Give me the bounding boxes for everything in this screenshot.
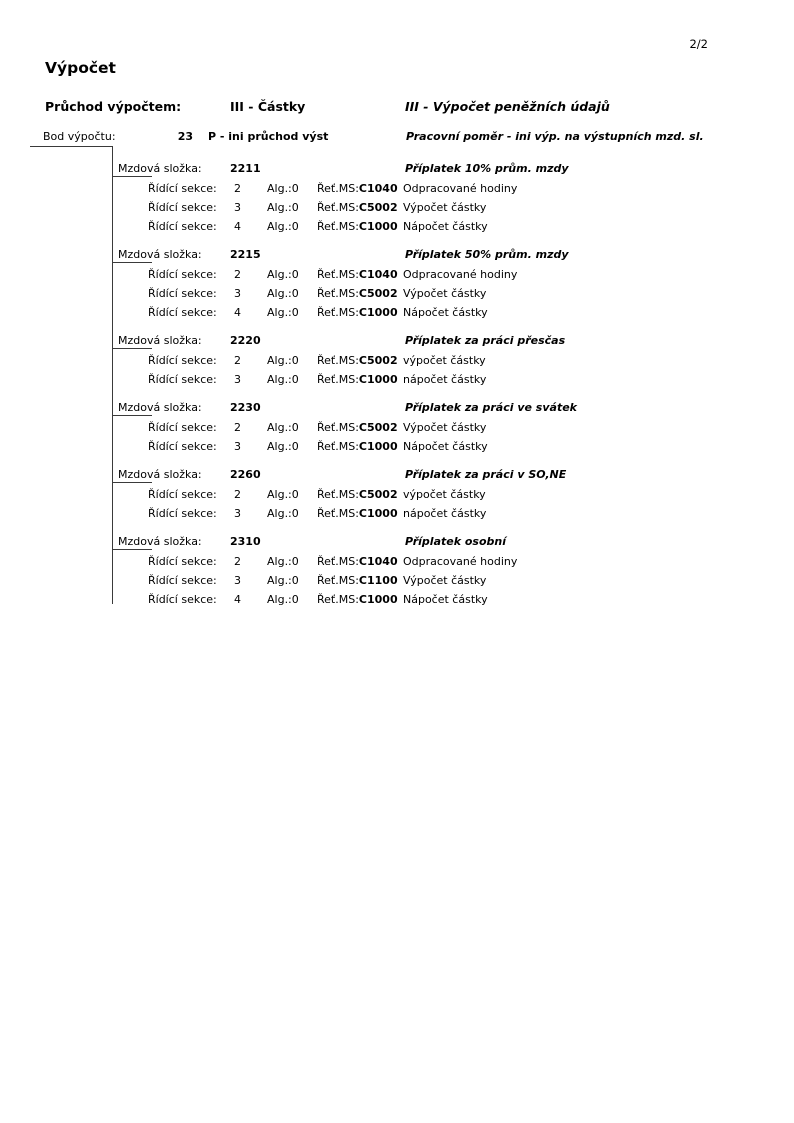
control-section-label: Řídící sekce: bbox=[148, 220, 217, 233]
chain-label: Řeť.MS: bbox=[317, 268, 359, 281]
chain-code: C1000 bbox=[358, 440, 398, 453]
row-description: Výpočet částky bbox=[403, 287, 487, 300]
algorithm-value: Alg.:0 bbox=[267, 201, 299, 214]
calculation-pass-row bbox=[0, 99, 794, 116]
chain-label: Řeť.MS: bbox=[317, 287, 359, 300]
chain-label: Řeť.MS: bbox=[317, 574, 359, 587]
control-section-row bbox=[0, 180, 794, 199]
row-description: Odpracované hodiny bbox=[403, 555, 518, 568]
wage-component-block bbox=[0, 246, 794, 323]
wage-component-label: Mzdová složka: bbox=[118, 162, 202, 175]
row-description: Výpočet částky bbox=[403, 201, 487, 214]
algorithm-value: Alg.:0 bbox=[267, 574, 299, 587]
control-section-number: 2 bbox=[234, 555, 241, 568]
wage-component-description: Příplatek za práci přesčas bbox=[405, 334, 566, 347]
chain-field bbox=[317, 304, 398, 321]
wage-component-description: Příplatek osobní bbox=[405, 535, 506, 548]
pass-value: III - Částky bbox=[230, 99, 306, 114]
wage-component-header bbox=[0, 533, 794, 553]
row-description: Nápočet částky bbox=[403, 440, 488, 453]
chain-code: C1040 bbox=[358, 182, 398, 195]
row-description: Výpočet částky bbox=[403, 574, 487, 587]
wage-component-label: Mzdová složka: bbox=[118, 468, 202, 481]
chain-field bbox=[317, 352, 398, 369]
algorithm-value: Alg.:0 bbox=[267, 354, 299, 367]
control-section-row bbox=[0, 199, 794, 218]
chain-field bbox=[317, 218, 398, 235]
algorithm-value: Alg.:0 bbox=[267, 306, 299, 319]
control-section-label: Řídící sekce: bbox=[148, 182, 217, 195]
wage-component-label: Mzdová složka: bbox=[118, 248, 202, 261]
wage-component-description: Příplatek 10% prům. mzdy bbox=[405, 162, 569, 175]
wage-component-description: Příplatek za práci ve svátek bbox=[405, 401, 577, 414]
control-section-number: 2 bbox=[234, 421, 241, 434]
chain-field bbox=[317, 572, 398, 589]
wage-component-label: Mzdová složka: bbox=[118, 535, 202, 548]
algorithm-value: Alg.:0 bbox=[267, 488, 299, 501]
algorithm-value: Alg.:0 bbox=[267, 220, 299, 233]
row-description: Nápočet částky bbox=[403, 593, 488, 606]
calc-point-code: P - ini průchod výst bbox=[208, 130, 329, 143]
wage-component-block bbox=[0, 466, 794, 524]
chain-label: Řeť.MS: bbox=[317, 373, 359, 386]
chain-code: C1040 bbox=[358, 555, 398, 568]
row-description: Nápočet částky bbox=[403, 306, 488, 319]
control-section-label: Řídící sekce: bbox=[148, 373, 217, 386]
algorithm-value: Alg.:0 bbox=[267, 182, 299, 195]
chain-code: C1000 bbox=[358, 220, 398, 233]
wage-component-number: 2230 bbox=[230, 401, 261, 414]
chain-label: Řeť.MS: bbox=[317, 306, 359, 319]
calc-point-number: 23 bbox=[177, 130, 193, 143]
control-section-label: Řídící sekce: bbox=[148, 268, 217, 281]
algorithm-value: Alg.:0 bbox=[267, 421, 299, 434]
wage-component-label: Mzdová složka: bbox=[118, 401, 202, 414]
wage-component-number: 2260 bbox=[230, 468, 261, 481]
wage-component-header bbox=[0, 160, 794, 180]
control-section-number: 3 bbox=[234, 287, 241, 300]
chain-field bbox=[317, 438, 398, 455]
control-section-label: Řídící sekce: bbox=[148, 440, 217, 453]
control-section-number: 3 bbox=[234, 373, 241, 386]
calc-point-label: Bod výpočtu: bbox=[43, 130, 116, 143]
chain-label: Řeť.MS: bbox=[317, 593, 359, 606]
chain-label: Řeť.MS: bbox=[317, 488, 359, 501]
wage-component-description: Příplatek 50% prům. mzdy bbox=[405, 248, 569, 261]
wage-component-number: 2211 bbox=[230, 162, 261, 175]
chain-field bbox=[317, 486, 398, 503]
row-description: nápočet částky bbox=[403, 373, 487, 386]
control-section-row bbox=[0, 266, 794, 285]
control-section-row bbox=[0, 572, 794, 591]
control-section-number: 2 bbox=[234, 488, 241, 501]
chain-code: C1000 bbox=[358, 593, 398, 606]
chain-label: Řeť.MS: bbox=[317, 220, 359, 233]
chain-label: Řeť.MS: bbox=[317, 182, 359, 195]
chain-code: C1000 bbox=[358, 306, 398, 319]
control-section-label: Řídící sekce: bbox=[148, 421, 217, 434]
chain-code: C1000 bbox=[358, 507, 398, 520]
wage-component-block bbox=[0, 160, 794, 237]
calc-point-description: Pracovní poměr - ini výp. na výstupních mzd. sl. bbox=[406, 130, 704, 143]
algorithm-value: Alg.:0 bbox=[267, 268, 299, 281]
wage-components-list bbox=[0, 160, 794, 619]
control-section-number: 3 bbox=[234, 507, 241, 520]
control-section-label: Řídící sekce: bbox=[148, 354, 217, 367]
algorithm-value: Alg.:0 bbox=[267, 555, 299, 568]
row-description: výpočet částky bbox=[403, 488, 486, 501]
pass-label: Průchod výpočtem: bbox=[45, 99, 182, 114]
control-section-row bbox=[0, 553, 794, 572]
chain-label: Řeť.MS: bbox=[317, 440, 359, 453]
algorithm-value: Alg.:0 bbox=[267, 287, 299, 300]
control-section-row bbox=[0, 591, 794, 610]
chain-label: Řeť.MS: bbox=[317, 555, 359, 568]
chain-label: Řeť.MS: bbox=[317, 201, 359, 214]
control-section-number: 4 bbox=[234, 220, 241, 233]
control-section-label: Řídící sekce: bbox=[148, 201, 217, 214]
page-number: 2/2 bbox=[689, 37, 708, 51]
control-section-label: Řídící sekce: bbox=[148, 488, 217, 501]
page-title: Výpočet bbox=[45, 59, 116, 77]
chain-label: Řeť.MS: bbox=[317, 421, 359, 434]
control-section-number: 3 bbox=[234, 440, 241, 453]
control-section-row bbox=[0, 505, 794, 524]
control-section-number: 2 bbox=[234, 182, 241, 195]
control-section-row bbox=[0, 438, 794, 457]
control-section-number: 3 bbox=[234, 201, 241, 214]
row-description: výpočet částky bbox=[403, 354, 486, 367]
wage-component-header bbox=[0, 246, 794, 266]
control-section-label: Řídící sekce: bbox=[148, 555, 217, 568]
control-section-row bbox=[0, 285, 794, 304]
control-section-row bbox=[0, 352, 794, 371]
wage-component-header bbox=[0, 466, 794, 486]
chain-field bbox=[317, 505, 398, 522]
wage-component-number: 2220 bbox=[230, 334, 261, 347]
chain-field bbox=[317, 266, 398, 283]
control-section-label: Řídící sekce: bbox=[148, 507, 217, 520]
wage-component-block bbox=[0, 332, 794, 390]
chain-code: C5002 bbox=[358, 354, 398, 367]
control-section-label: Řídící sekce: bbox=[148, 593, 217, 606]
control-section-label: Řídící sekce: bbox=[148, 287, 217, 300]
algorithm-value: Alg.:0 bbox=[267, 593, 299, 606]
chain-label: Řeť.MS: bbox=[317, 354, 359, 367]
row-description: Odpracované hodiny bbox=[403, 182, 518, 195]
wage-component-block bbox=[0, 533, 794, 610]
algorithm-value: Alg.:0 bbox=[267, 440, 299, 453]
row-description: Nápočet částky bbox=[403, 220, 488, 233]
row-description: Výpočet částky bbox=[403, 421, 487, 434]
control-section-label: Řídící sekce: bbox=[148, 306, 217, 319]
control-section-row bbox=[0, 486, 794, 505]
algorithm-value: Alg.:0 bbox=[267, 373, 299, 386]
control-section-label: Řídící sekce: bbox=[148, 574, 217, 587]
chain-code: C1100 bbox=[358, 574, 398, 587]
chain-field bbox=[317, 591, 398, 608]
chain-code: C1040 bbox=[358, 268, 398, 281]
pass-description: III - Výpočet peněžních údajů bbox=[405, 99, 610, 114]
calc-point-underline bbox=[30, 146, 112, 147]
wage-component-number: 2310 bbox=[230, 535, 261, 548]
algorithm-value: Alg.:0 bbox=[267, 507, 299, 520]
chain-code: C5002 bbox=[358, 488, 398, 501]
calc-point-row bbox=[0, 130, 794, 145]
control-section-row bbox=[0, 304, 794, 323]
wage-component-header bbox=[0, 332, 794, 352]
control-section-number: 4 bbox=[234, 593, 241, 606]
chain-field bbox=[317, 419, 398, 436]
chain-field bbox=[317, 285, 398, 302]
control-section-number: 2 bbox=[234, 354, 241, 367]
chain-field bbox=[317, 371, 398, 388]
wage-component-number: 2215 bbox=[230, 248, 261, 261]
chain-code: C5002 bbox=[358, 201, 398, 214]
control-section-number: 2 bbox=[234, 268, 241, 281]
chain-field bbox=[317, 199, 398, 216]
control-section-row bbox=[0, 371, 794, 390]
chain-label: Řeť.MS: bbox=[317, 507, 359, 520]
chain-code: C5002 bbox=[358, 421, 398, 434]
control-section-row bbox=[0, 419, 794, 438]
row-description: nápočet částky bbox=[403, 507, 487, 520]
wage-component-description: Příplatek za práci v SO,NE bbox=[405, 468, 567, 481]
wage-component-label: Mzdová složka: bbox=[118, 334, 202, 347]
wage-component-block bbox=[0, 399, 794, 457]
control-section-number: 4 bbox=[234, 306, 241, 319]
row-description: Odpracované hodiny bbox=[403, 268, 518, 281]
control-section-number: 3 bbox=[234, 574, 241, 587]
chain-field bbox=[317, 180, 398, 197]
chain-field bbox=[317, 553, 398, 570]
chain-code: C5002 bbox=[358, 287, 398, 300]
chain-code: C1000 bbox=[358, 373, 398, 386]
control-section-row bbox=[0, 218, 794, 237]
wage-component-header bbox=[0, 399, 794, 419]
